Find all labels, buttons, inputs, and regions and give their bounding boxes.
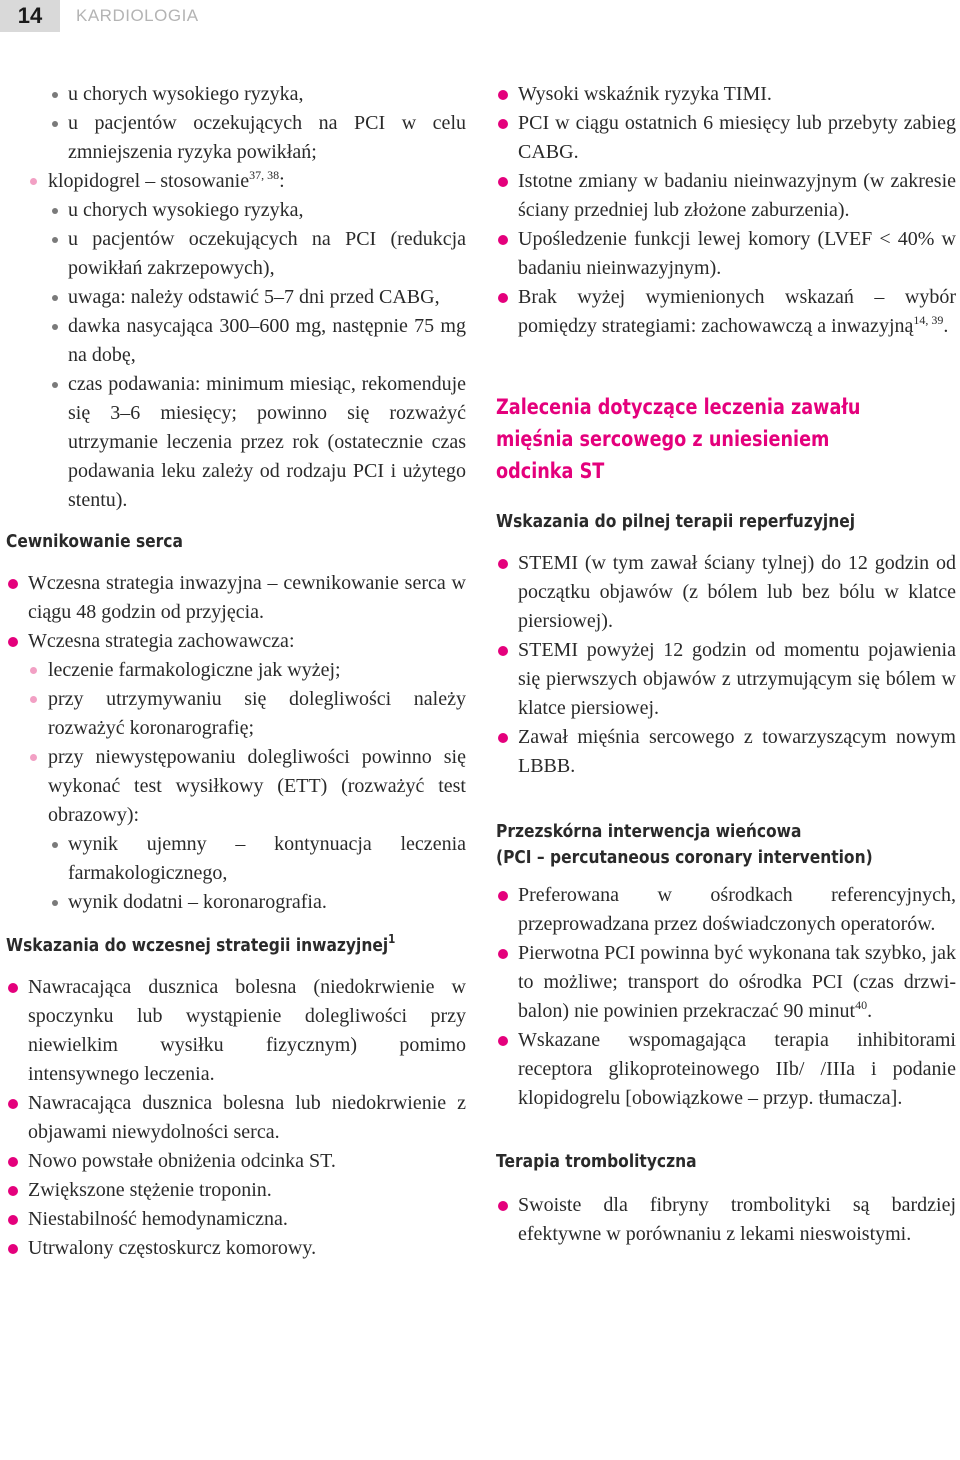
list-item — [496, 723, 956, 781]
bullet-icon — [8, 579, 18, 589]
list-item — [496, 283, 956, 341]
list-item — [6, 627, 466, 656]
list-item-text: STEMI (w tym zawał ściany tylnej) do 12 godzin od początku objawów (z bólem lub bez bólu w klatce piersiowej). — [518, 552, 956, 632]
list-item — [6, 1205, 466, 1234]
list-item-text: Wskazane wspomagająca terapia inhibitorami receptora glikoproteinowego IIb/ /IIIa i podanie klopidogrelu [obowiązkowe – przyp. tłumacza]. — [518, 1029, 956, 1109]
list-item-text: Pierwotna PCI powinna być wykonana tak szybko, jak to możliwe; transport do ośrodka PCI (czas drzwi-balon) nie powinien przekraczać 90 minut — [518, 942, 956, 1022]
bullet-icon — [498, 1201, 508, 1211]
bullet-icon — [52, 382, 58, 388]
list-item — [6, 80, 466, 109]
list-item — [6, 196, 466, 225]
list-item — [496, 1191, 956, 1249]
list-item — [6, 283, 466, 312]
list-item — [6, 743, 466, 830]
list-item-text: u chorych wysokiego ryzyka, — [68, 83, 304, 105]
list-item-text: Zawał mięśnia sercowego z towarzyszącym nowym LBBB. — [518, 726, 956, 777]
list-item — [496, 1026, 956, 1113]
bullet-icon — [8, 637, 18, 647]
bullet-icon — [30, 754, 37, 761]
list-item — [6, 656, 466, 685]
pci-title-line2: (PCI – percutaneous coronary intervention) — [496, 847, 873, 868]
list-item — [496, 881, 956, 939]
list-item — [496, 636, 956, 723]
reference-sup: 14, 39 — [913, 313, 944, 327]
list-item — [6, 1234, 466, 1263]
left-top-list — [6, 80, 466, 515]
bullet-icon — [52, 295, 58, 301]
stemi-title — [496, 391, 956, 487]
list-item-text: u pacjentów oczekujących na PCI w celu zmniejszenia ryzyka powikłań; — [68, 112, 466, 163]
list-item — [496, 549, 956, 636]
reference-sup: 40 — [855, 998, 868, 1012]
bullet-icon — [498, 733, 508, 743]
pci-title-line1: Przezskórna interwencja wieńcowa — [496, 821, 802, 842]
list-item-text: Wczesna strategia inwazyjna – cewnikowanie serca w ciągu 48 godzin od przyjęcia. — [28, 572, 466, 623]
cath-list — [6, 569, 466, 917]
bullet-icon — [30, 178, 37, 185]
list-item — [6, 370, 466, 515]
bullet-icon — [8, 1157, 18, 1167]
list-item-text: u chorych wysokiego ryzyka, — [68, 199, 304, 221]
list-item-text: Upośledzenie funkcji lewej komory (LVEF < 40% w badaniu nieinwazyjnym). — [518, 228, 956, 279]
section-title-early-invasive — [6, 933, 402, 959]
list-item — [6, 109, 466, 167]
list-item-text: Brak wyżej wymienionych wskazań – wybór pomiędzy strategiami: zachowawczą a inwazyjną — [518, 286, 956, 337]
list-item-text: klopidogrel – stosowanie — [48, 170, 250, 192]
thromb-list — [496, 1191, 956, 1249]
bullet-icon — [8, 1186, 18, 1196]
left-column — [6, 80, 466, 1263]
list-item-text: Zwiększone stężenie troponin. — [28, 1179, 272, 1201]
bullet-icon — [498, 119, 508, 129]
list-item — [6, 225, 466, 283]
list-item-text: Nawracająca dusznica bolesna lub niedokrwienie z objawami niewydolności serca. — [28, 1092, 466, 1143]
list-item-text: Niestabilność hemodynamiczna. — [28, 1208, 288, 1230]
list-item-text: Preferowana w ośrodkach referencyjnych, przeprowadzana przez doświadczonych operatorów. — [518, 884, 956, 935]
list-item-text: dawka nasycająca 300–600 mg, następnie 75 mg na dobę, — [68, 315, 466, 366]
bullet-icon — [52, 92, 58, 98]
bullet-icon — [498, 177, 508, 187]
bullet-icon — [498, 949, 508, 959]
section-title-thrombolysis: Terapia trombolityczna — [496, 1151, 697, 1172]
bullet-icon — [30, 696, 37, 703]
bullet-icon — [8, 1099, 18, 1109]
bullet-icon — [498, 293, 508, 303]
pci-list — [496, 881, 956, 1113]
stemi-title-line1: Zalecenia dotyczące leczenia zawału — [496, 395, 861, 419]
bullet-icon — [498, 891, 508, 901]
list-item — [6, 1089, 466, 1147]
list-item — [496, 939, 956, 1026]
list-item-text: Utrwalony częstoskurcz komorowy. — [28, 1237, 317, 1259]
list-item — [496, 167, 956, 225]
list-item — [6, 1147, 466, 1176]
list-item-text: Nawracająca dusznica bolesna (niedokrwienie w spoczynku lub wystąpienie dolegliwości przy niewielkim wysiłku fizycznym) pomimo intensywnego leczenia. — [28, 976, 466, 1085]
section-title-cath: Cewnikowanie serca — [6, 531, 183, 552]
list-item — [6, 167, 466, 196]
bullet-icon — [52, 324, 58, 330]
list-item-text: Swoiste dla fibryny trombolityki są bardziej efektywne w porównaniu z lekami nieswoistymi. — [518, 1194, 956, 1245]
list-item-tail: : — [279, 170, 285, 192]
list-item-text: Istotne zmiany w badaniu nieinwazyjnym (w zakresie ściany przedniej lub złożone zaburzenia). — [518, 170, 956, 221]
bullet-icon — [8, 1244, 18, 1254]
list-item-text: PCI w ciągu ostatnich 6 miesięcy lub przebyty zabieg CABG. — [518, 112, 956, 163]
list-item-text: Nowo powstałe obniżenia odcinka ST. — [28, 1150, 336, 1172]
list-item-text: przy utrzymywaniu się dolegliwości należy rozważyć koronarografię; — [48, 688, 466, 739]
list-item-text: uwaga: należy odstawić 5–7 dni przed CABG, — [68, 286, 440, 308]
page-number: 14 — [0, 0, 60, 32]
list-item — [6, 973, 466, 1089]
list-item — [6, 830, 466, 888]
bullet-icon — [30, 667, 37, 674]
bullet-icon — [498, 646, 508, 656]
early-list — [6, 973, 466, 1263]
list-item — [496, 80, 956, 109]
right-top-list — [496, 80, 956, 341]
list-item — [6, 685, 466, 743]
list-item-text: Wczesna strategia zachowawcza: — [28, 630, 295, 652]
list-item-text: u pacjentów oczekujących na PCI (redukcja powikłań zakrzepowych), — [68, 228, 466, 279]
list-item-tail: . — [943, 315, 949, 337]
bullet-icon — [52, 121, 58, 127]
list-item — [6, 569, 466, 627]
list-item-text: Wysoki wskaźnik ryzyka TIMI. — [518, 83, 772, 105]
bullet-icon — [8, 1215, 18, 1225]
list-item — [496, 225, 956, 283]
bullet-icon — [498, 90, 508, 100]
early-title-sup: 1 — [388, 932, 396, 946]
right-column — [496, 80, 956, 1249]
list-item-text: STEMI powyżej 12 godzin od momentu pojawienia się pierwszych objawów z utrzymującym się bólem w klatce piersiowej. — [518, 639, 956, 719]
list-item-text: wynik dodatni – koronarografia. — [68, 891, 327, 913]
bullet-icon — [8, 983, 18, 993]
pci-title — [496, 819, 956, 871]
section-title-reperfusion: Wskazania do pilnej terapii reperfuzyjnej — [496, 511, 856, 532]
reperf-list — [496, 549, 956, 781]
bullet-icon — [498, 1036, 508, 1046]
bullet-icon — [498, 559, 508, 569]
list-item-text: leczenie farmakologiczne jak wyżej; — [48, 659, 341, 681]
list-item — [6, 1176, 466, 1205]
running-head: KARDIOLOGIA — [76, 6, 199, 25]
page-header — [0, 0, 960, 32]
list-item-text: wynik ujemny – kontynuacja leczenia farmakologicznego, — [68, 833, 466, 884]
list-item-text: przy niewystępowaniu dolegliwości powinno się wykonać test wysiłkowy (ETT) (rozważyć test obrazowy): — [48, 746, 466, 826]
bullet-icon — [52, 842, 58, 848]
list-item — [6, 312, 466, 370]
reference-sup: 37, 38 — [249, 168, 280, 182]
bullet-icon — [52, 237, 58, 243]
bullet-icon — [498, 235, 508, 245]
bullet-icon — [52, 900, 58, 906]
list-item — [6, 888, 466, 917]
early-title-text: Wskazania do wczesnej strategii inwazyjnej — [6, 935, 389, 956]
stemi-title-line2: mięśnia sercowego z uniesieniem odcinka ST — [496, 427, 830, 483]
list-item-tail: . — [867, 1000, 873, 1022]
bullet-icon — [52, 208, 58, 214]
list-item-text: czas podawania: minimum miesiąc, rekomenduje się 3–6 miesięcy; powinno się rozważyć utrzymanie leczenia przez rok (ostatecznie czas podawania leku zależy od rodzaju PCI i użytego stentu). — [68, 373, 466, 511]
list-item — [496, 109, 956, 167]
